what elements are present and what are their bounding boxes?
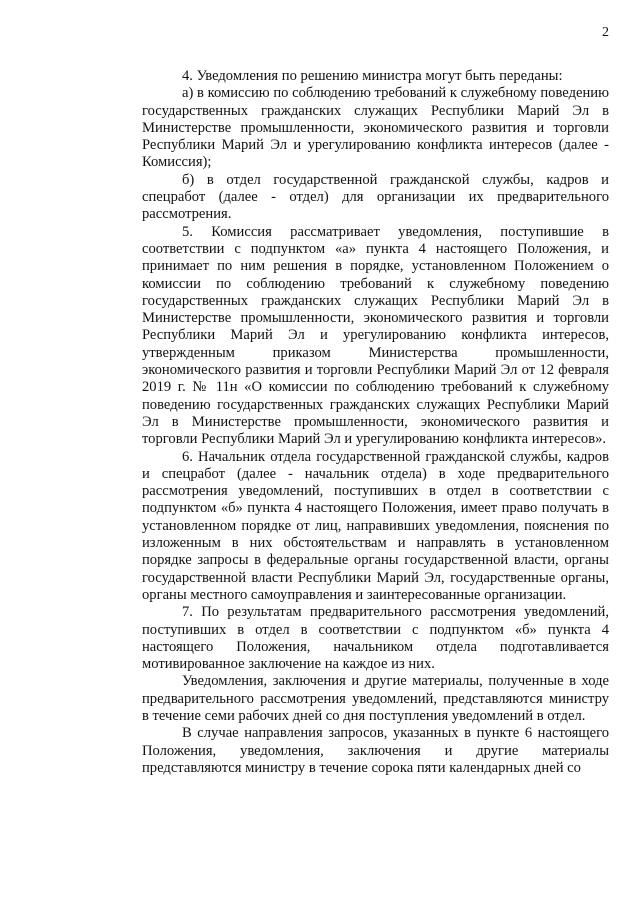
paragraph-5: 5. Комиссия рассматривает уведомления, поступившие в соответствии с подпунктом «а» пункта 4 настоящего Положения, и принимает по ним решения в порядке, установленном Положением о комиссии по соблюдению требований к служебному поведению государственных гражданских служащих Республики Марий Эл в Министерстве промышленности, экономического развития и торговли Республики Марий Эл и урегулированию конфликта интересов, утвержденным приказом Министерства промышленности, экономического развития и торговли Республики Марий Эл от 12 февраля 2019 г. № 11н «О комиссии по соблюдению требований к служебному поведению государственных гражданских служащих Республики Марий Эл в Министерстве промышленности, экономического развития и торговли Республики Марий Эл и урегулированию конфликта интересов». [142, 223, 609, 448]
paragraph-4-a: а) в комиссию по соблюдению требований к служебному поведению государственных гражданских служащих Республики Марий Эл в Министерстве промышленности, экономического развития и торговли Республики Марий Эл и урегулированию конфликта интересов (далее - Комиссия); [142, 85, 609, 171]
paragraph-6: 6. Начальник отдела государственной гражданской службы, кадров и спецработ (далее - начальник отдела) в ходе предварительного рассмотрения уведомлений, поступивших в отдел в соответствии с подпунктом «б» пункта 4 настоящего Положения, имеет право получать в установленном порядке от лиц, направивших уведомления, пояснения по изложенным в них обстоятельствам и направлять в установленном порядке запросы в федеральные органы государственной власти, органы государственной власти Республики Марий Эл, государственные органы, органы местного самоуправления и заинтересованные организации. [142, 448, 609, 603]
paragraph-review-materials: Уведомления, заключения и другие материалы, полученные в ходе предварительного рассмотрения уведомлений, представляются министру в течение семи рабочих дней со дня поступления уведомлений в отдел. [142, 673, 609, 724]
paragraph-requests-case: В случае направления запросов, указанных в пункте 6 настоящего Положения, уведомления, заключения и другие материалы представляются министру в течение сорока пяти календарных дней со [142, 725, 609, 776]
paragraph-4-intro: 4. Уведомления по решению министра могут быть переданы: [182, 68, 563, 84]
document-body [142, 68, 609, 777]
page-number: 2 [602, 25, 609, 40]
paragraph-4-b: б) в отдел государственной гражданской службы, кадров и спецработ (далее - отдел) для организации их предварительного рассмотрения. [142, 171, 609, 223]
paragraph-7: 7. По результатам предварительного рассмотрения уведомлений, поступивших в отдел в соответствии с подпунктом «б» пункта 4 настоящего Положения, начальником отдела подготавливается мотивированное заключение на каждое из них. [142, 604, 609, 673]
